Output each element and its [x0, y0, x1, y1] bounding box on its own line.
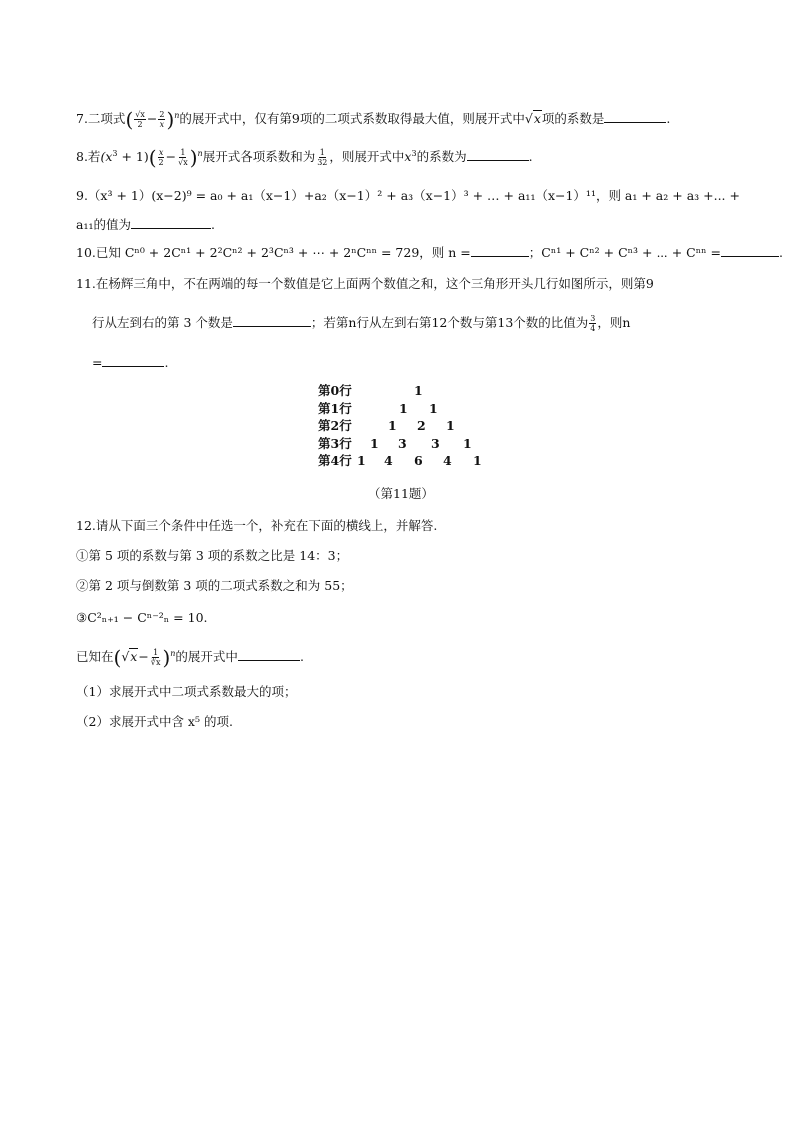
question-12-intro: 12.请从下面三个条件中任选一个，补充在下面的横线上，并解答. [76, 518, 438, 533]
q12-fraction: $\frac{1}{∛x}$ [150, 648, 161, 667]
answer-blank[interactable] [131, 216, 211, 229]
answer-blank[interactable] [471, 244, 529, 257]
sub-question-2: （2）求展开式中含 x⁵ 的项. [76, 714, 233, 729]
figure-caption: （第11题） [368, 486, 434, 501]
answer-blank[interactable] [233, 314, 311, 327]
sub-question-1: （1）求展开式中二项式系数最大的项； [76, 684, 297, 699]
q8-fraction-1: $\frac{x}{2}$ [158, 148, 164, 167]
q11-fraction: $\frac{3}{4}$ [590, 314, 596, 333]
answer-blank[interactable] [721, 244, 779, 257]
q7-fraction-1: $\frac{√x}{2}$ [135, 110, 145, 129]
pascal-triangle: 第0行 1 第1行 1 1 第2行 1 2 1 第3行 1 3 3 1 第4行 1 4 6 4 1 [318, 383, 482, 468]
q8-fraction-2: $\frac{1}{√x}$ [178, 148, 188, 167]
question-7: 7.二项式( $\frac{√x}{2}$ − $\frac{2}{x}$ )$^n$的展开式中，仅有第9项的二项式系数取得最大值，则展开式中√x项的系数是 . [76, 107, 671, 132]
condition-2: ②第 2 项与倒数第 3 项的二项式系数之和为 55； [76, 578, 353, 593]
answer-blank[interactable] [604, 110, 666, 123]
condition-1: ①第 5 项的系数与第 3 项的系数之比是 14：3； [76, 548, 349, 563]
question-10: 10.已知 Cⁿ⁰ + 2Cⁿ¹ + 2²Cⁿ² + 2³Cⁿ³ + ⋯ + 2ⁿCⁿⁿ = 729，则 n = ；Cⁿ¹ + Cⁿ² + Cⁿ³ + ⋯ + Cⁿⁿ = . [76, 245, 783, 260]
question-11-line-1: 11.在杨辉三角中，不在两端的每一个数值是它上面两个数值之和，这个三角形开头几行如图所示，则第9 [76, 276, 654, 291]
question-9-line-1: 9.（x³ + 1）(x−2)⁹ = a₀ + a₁（x−1）+a₂（x−1）² + a₃（x−1）³ + … + a₁₁（x−1）¹¹，则 a₁ + a₂ + a₃ +... + [76, 188, 740, 203]
question-11-line-2: 行从左到右的第 3 个数是 ；若第n行从左到右第12个数与第13个数的比值为 $\frac{3}{4}$ ，则n [92, 314, 631, 333]
q7-fraction-2: $\frac{2}{x}$ [159, 110, 165, 129]
answer-blank[interactable] [467, 148, 529, 161]
question-11-line-3: = . [92, 355, 169, 370]
answer-blank[interactable] [238, 648, 300, 661]
question-9-line-2: a₁₁的值为 . [76, 217, 215, 232]
question-12-given: 已知在(√x− $\frac{1}{∛x}$ )$^n$的展开式中 . [76, 645, 304, 670]
question-8: 8.若$(x^3 + 1)$( $\frac{x}{2}$ − $\frac{1}{√x}$ )$^n$展开式各项系数和为 $\frac{1}{32}$ ，则展开式中$x^3$的系数为 . [76, 145, 533, 170]
q8-fraction-3: $\frac{1}{32}$ [317, 148, 328, 167]
answer-blank[interactable] [102, 354, 164, 367]
condition-3: ③C²ₙ₊₁ − Cⁿ⁻²ₙ = 10. [76, 610, 208, 625]
